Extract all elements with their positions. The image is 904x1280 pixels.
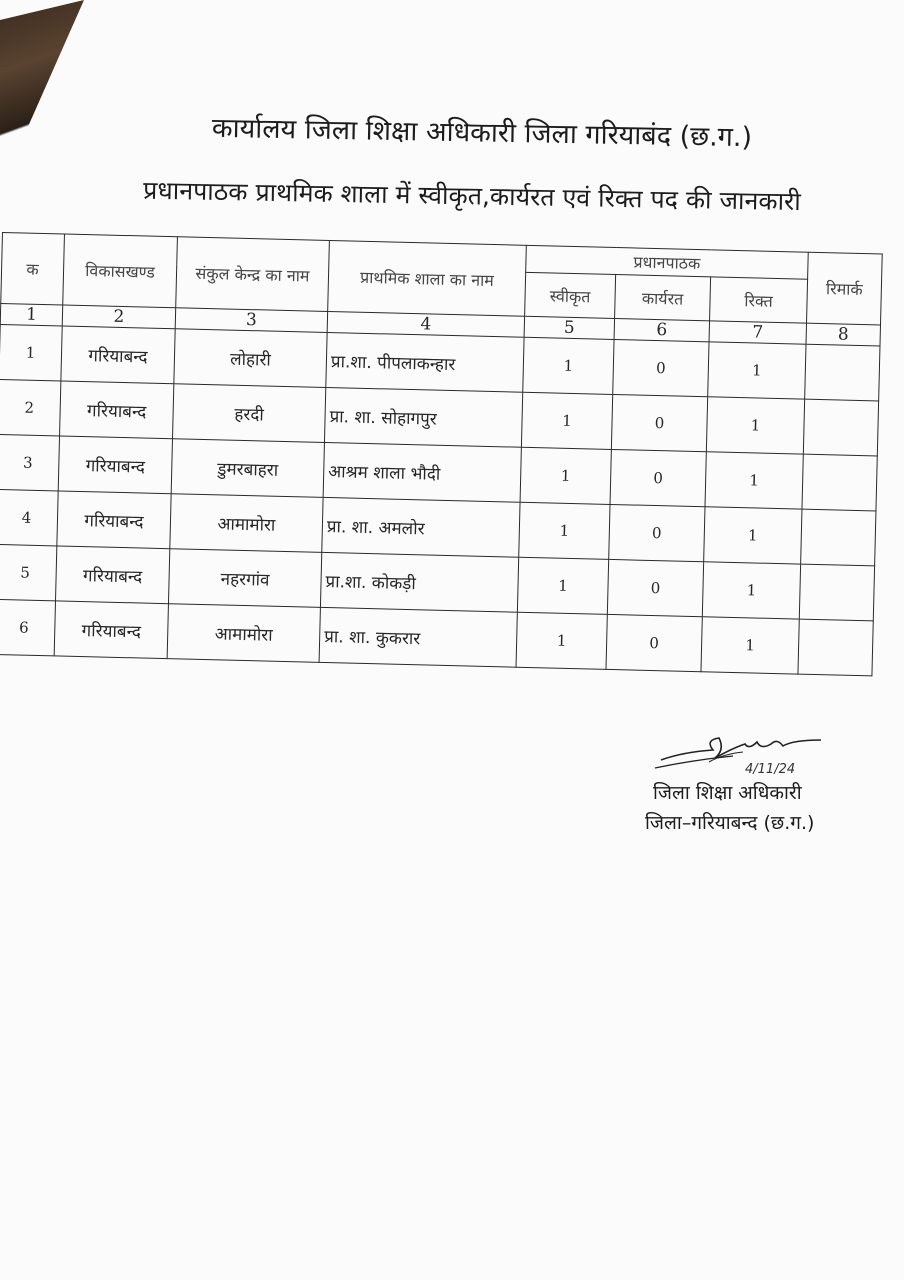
serial-cell: 6 bbox=[0, 599, 56, 655]
remarks-cell bbox=[803, 399, 878, 456]
serial-cell: 1 bbox=[0, 324, 62, 380]
column-number: 8 bbox=[806, 323, 880, 346]
column-number: 4 bbox=[327, 311, 524, 337]
sanctioned-cell: 1 bbox=[521, 392, 612, 449]
remarks-cell bbox=[799, 564, 874, 621]
block-cell: गरियाबन्द bbox=[57, 491, 171, 549]
header-working: कार्यरत bbox=[615, 275, 711, 321]
signatory-designation: जिला शिक्षा अधिकारी bbox=[653, 782, 802, 804]
header-school: प्राथमिक शाला का नाम bbox=[328, 241, 527, 317]
school-cell: प्रा.शा. कोकड़ी bbox=[320, 552, 518, 612]
cluster-cell: आमामोरा bbox=[167, 604, 320, 663]
vacant-cell: 1 bbox=[706, 397, 804, 454]
cluster-cell: नहरगांव bbox=[168, 549, 321, 608]
school-cell: प्रा. शा. सोहागपुर bbox=[324, 387, 522, 447]
working-cell: 0 bbox=[613, 339, 709, 396]
remarks-cell bbox=[798, 619, 873, 676]
header-headmaster-group: प्रधानपाठक bbox=[526, 245, 809, 279]
header-sanctioned: स्वीकृत bbox=[525, 272, 616, 318]
column-number: 2 bbox=[62, 305, 175, 329]
header-serial: क bbox=[1, 233, 65, 305]
working-cell: 0 bbox=[606, 614, 702, 671]
serial-cell: 5 bbox=[0, 544, 57, 600]
header-vacant: रिक्त bbox=[710, 277, 808, 323]
sanctioned-cell: 1 bbox=[517, 557, 608, 614]
column-number: 7 bbox=[709, 321, 806, 344]
serial-cell: 3 bbox=[0, 434, 60, 490]
signatory-district: जिला–गरियाबन्द (छ.ग.) bbox=[645, 812, 815, 834]
block-cell: गरियाबन्द bbox=[56, 546, 170, 604]
vacant-cell: 1 bbox=[701, 617, 799, 674]
cluster-cell: डुमरबाहरा bbox=[171, 439, 324, 498]
remarks-cell bbox=[801, 509, 876, 566]
document-subtitle: प्रधानपाठक प्राथमिक शाला में स्वीकृत,कार्यरत एवं रिक्त पद की जानकारी bbox=[142, 175, 802, 217]
vacancy-table-container bbox=[0, 232, 900, 677]
cluster-cell: आमामोरा bbox=[170, 494, 323, 553]
serial-cell: 2 bbox=[0, 379, 61, 435]
column-number: 1 bbox=[0, 303, 62, 326]
vacant-cell: 1 bbox=[702, 562, 800, 619]
office-title: कार्यालय जिला शिक्षा अधिकारी जिला गरियाबंद (छ.ग.) bbox=[211, 112, 753, 154]
column-number: 5 bbox=[524, 316, 614, 339]
column-number: 6 bbox=[614, 318, 709, 341]
sanctioned-cell: 1 bbox=[523, 337, 614, 394]
cluster-cell: हरदी bbox=[173, 384, 326, 443]
signature-block bbox=[645, 730, 875, 835]
working-cell: 0 bbox=[607, 559, 703, 616]
block-cell: गरियाबन्द bbox=[61, 326, 175, 384]
remarks-cell bbox=[805, 344, 880, 401]
working-cell: 0 bbox=[611, 394, 707, 451]
sanctioned-cell: 1 bbox=[520, 447, 611, 504]
school-cell: आश्रम शाला भौदी bbox=[323, 442, 521, 502]
handwritten-signature bbox=[653, 730, 823, 775]
signature-date: 4/11/24 bbox=[745, 762, 796, 777]
vacant-cell: 1 bbox=[704, 507, 802, 564]
vacancy-table bbox=[0, 232, 883, 676]
vacant-cell: 1 bbox=[705, 452, 803, 509]
school-cell: प्रा. शा. कुकरार bbox=[319, 607, 517, 667]
block-cell: गरियाबन्द bbox=[58, 436, 172, 494]
sanctioned-cell: 1 bbox=[519, 502, 610, 559]
cluster-cell: लोहारी bbox=[174, 329, 327, 388]
header-cluster: संकुल केन्द्र का नाम bbox=[176, 237, 330, 312]
block-cell: गरियाबन्द bbox=[54, 601, 168, 659]
header-row-1 bbox=[2, 233, 882, 281]
serial-cell: 4 bbox=[0, 489, 58, 545]
working-cell: 0 bbox=[610, 449, 706, 506]
column-number: 3 bbox=[175, 308, 327, 333]
header-block: विकासखण्ड bbox=[63, 234, 178, 308]
school-cell: प्रा.शा. पीपलाकन्हार bbox=[326, 332, 524, 392]
remarks-cell bbox=[802, 454, 877, 511]
block-cell: गरियाबन्द bbox=[60, 381, 174, 439]
school-cell: प्रा. शा. अमलोर bbox=[322, 497, 520, 557]
working-cell: 0 bbox=[609, 504, 705, 561]
header-remarks: रिमार्क bbox=[807, 252, 883, 325]
vacant-cell: 1 bbox=[708, 342, 806, 399]
sanctioned-cell: 1 bbox=[516, 612, 607, 669]
